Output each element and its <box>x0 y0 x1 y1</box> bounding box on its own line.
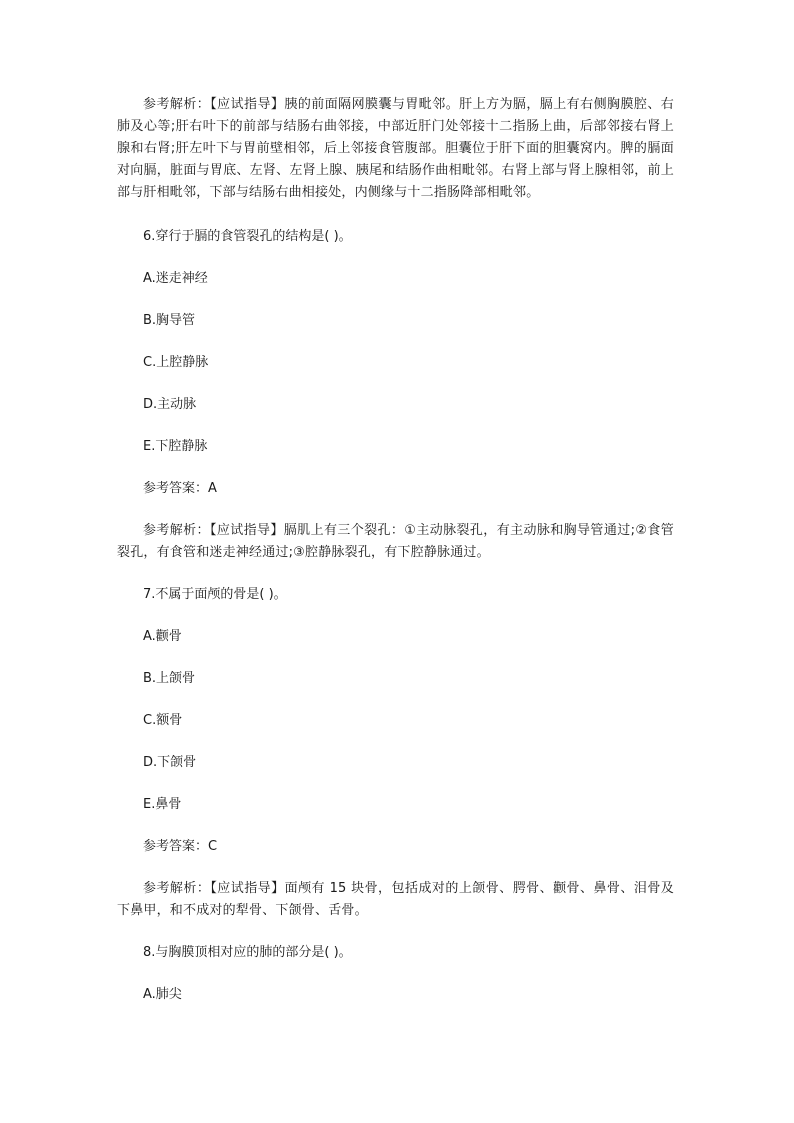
q7-option-a: A.颧骨 <box>143 629 182 644</box>
q7-option-e: E.鼻骨 <box>143 797 182 812</box>
document-page <box>117 94 674 1006</box>
q7-option-c: C.额骨 <box>143 713 183 728</box>
q6-answer: 参考答案：A <box>143 481 217 496</box>
q6-option-a: A.迷走神经 <box>143 271 208 286</box>
q6-option-d: D.主动脉 <box>143 397 197 412</box>
q7-option-d: D.下颌骨 <box>143 755 197 770</box>
q6-option-e: E.下腔静脉 <box>143 439 208 454</box>
q7-analysis: 参考解析：【应试指导】面颅有 15 块骨，包括成对的上颌骨、腭骨、颧骨、鼻骨、泪骨及下鼻甲，和不成对的犁骨、下颌骨、舌骨。 <box>117 881 674 918</box>
q8-question: 8.与胸膜顶相对应的肺的部分是( )。 <box>143 945 352 960</box>
q6-question: 6.穿行于膈的食管裂孔的结构是( )。 <box>143 229 352 244</box>
q8-option-a: A.肺尖 <box>143 987 182 1002</box>
q7-answer: 参考答案：C <box>143 839 218 854</box>
q6-analysis: 参考解析：【应试指导】膈肌上有三个裂孔：①主动脉裂孔，有主动脉和胸导管通过;②食管裂孔，有食管和迷走神经通过;③腔静脉裂孔，有下腔静脉通过。 <box>117 523 674 560</box>
q5-analysis: 参考解析：【应试指导】胰的前面隔网膜囊与胃毗邻。肝上方为膈，膈上有右侧胸膜腔、右肺及心等;肝右叶下的前部与结肠右曲邻接，中部近肝门处邻接十二指肠上曲，后部邻接右肾上腺和右肾;肝左叶下与胃前壁相邻，后上邻接食管腹部。胆囊位于肝下面的胆囊窝内。脾的膈面对向膈，脏面与胃底、左肾、左肾上腺、胰尾和结肠作曲相毗邻。右肾上部与肾上腺相邻，前上部与肝相毗邻，下部与结肠右曲相接处，内侧缘与十二指肠降部相毗邻。 <box>117 97 674 200</box>
q6-option-c: C.上腔静脉 <box>143 355 209 370</box>
q7-option-b: B.上颌骨 <box>143 671 196 686</box>
q6-option-b: B.胸导管 <box>143 313 196 328</box>
q7-question: 7.不属于面颅的骨是( )。 <box>143 587 287 602</box>
